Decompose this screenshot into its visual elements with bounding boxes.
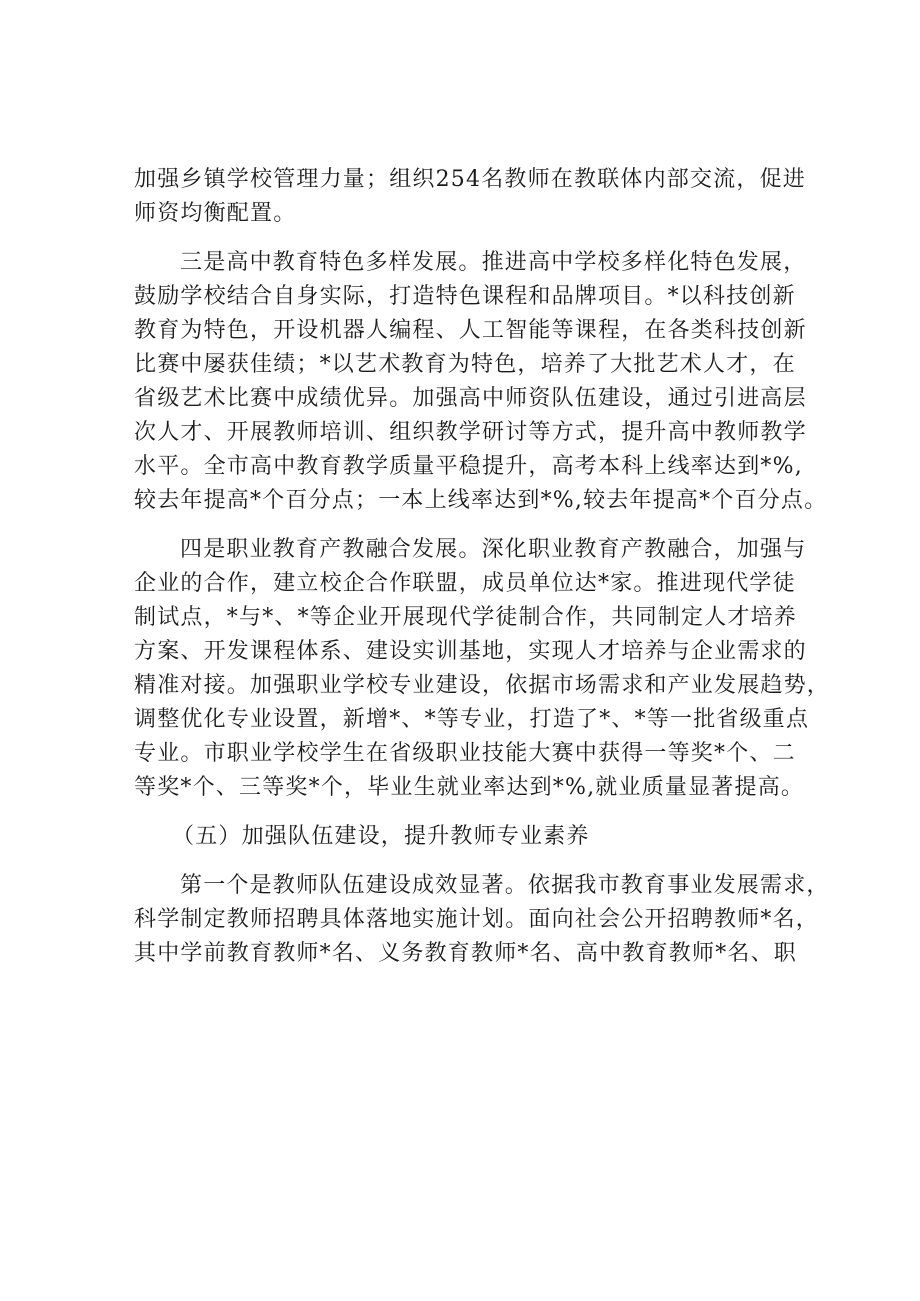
- text-line: 比赛中屡获佳绩；*以艺术教育为特色，培养了大批艺术人才，在: [134, 352, 796, 377]
- text-line: 教育为特色，开设机器人编程、人工智能等课程，在各类科技创新: [134, 318, 807, 343]
- text-line: 其中学前教育教师*名、义务教育教师*名、高中教育教师*名、职: [134, 941, 798, 966]
- text-line: 第一个是教师队伍建设成效显著。依据我市教育事业发展需求，: [180, 873, 830, 898]
- paragraph-teacher-exchange: [134, 163, 804, 231]
- text-line: 省级艺术比赛中成绩优异。加强高中师资队伍建设，通过引进高层: [134, 386, 807, 411]
- paragraph-vocational-education: [134, 533, 831, 805]
- text-line: 等奖*个、三等奖*个，毕业生就业率达到*%,就业质量显著提高。: [134, 775, 805, 800]
- text-line: 专业。市职业学校学生在省级职业技能大赛中获得一等奖*个、二: [134, 741, 796, 766]
- text-line: 次人才、开展教师培训、组织教学研讨等方式，提升高中教师教学: [134, 420, 807, 445]
- heading-text: （五）加强队伍建设，提升教师专业素养: [172, 824, 590, 849]
- section-heading-five: [134, 820, 804, 854]
- text-line: 鼓励学校结合自身实际，打造特色课程和品牌项目。*以科技创新: [134, 284, 796, 309]
- text-line: 企业的合作，建立校企合作联盟，成员单位达*家。推进现代学徒: [134, 571, 796, 596]
- text-line: 三是高中教育特色多样发展。推进高中学校多样化特色发展，: [180, 250, 807, 275]
- text-line: 水平。全市高中教育教学质量平稳提升，高考本科上线率达到*%,: [134, 454, 803, 479]
- text-line: 调整优化专业设置，新增*、*等专业，打造了*、*等一批省级重点: [134, 707, 810, 732]
- text-line: 加强乡镇学校管理力量；组织254名教师在教联体内部交流，促进: [134, 167, 806, 192]
- paragraph-teacher-team: [134, 869, 830, 971]
- text-line: 方案、开发课程体系、建设实训基地，实现人才培养与企业需求的: [134, 639, 807, 664]
- paragraph-high-school-education: [134, 246, 828, 518]
- text-line: 制试点，*与*、*等企业开展现代学徒制合作，共同制定人才培养: [134, 605, 798, 630]
- text-line: 科学制定教师招聘具体落地实施计划。面向社会公开招聘教师*名，: [134, 907, 820, 932]
- document-body: [134, 163, 831, 986]
- text-line: 精准对接。加强职业学校专业建设，依据市场需求和产业发展趋势，: [134, 673, 831, 698]
- text-line: 较去年提高*个百分点；一本上线率达到*%,较去年提高*个百分点。: [134, 488, 828, 513]
- text-line: 四是职业教育产教融合发展。深化职业教育产教融合，加强与: [180, 537, 807, 562]
- text-line: 师资均衡配置。: [134, 201, 297, 226]
